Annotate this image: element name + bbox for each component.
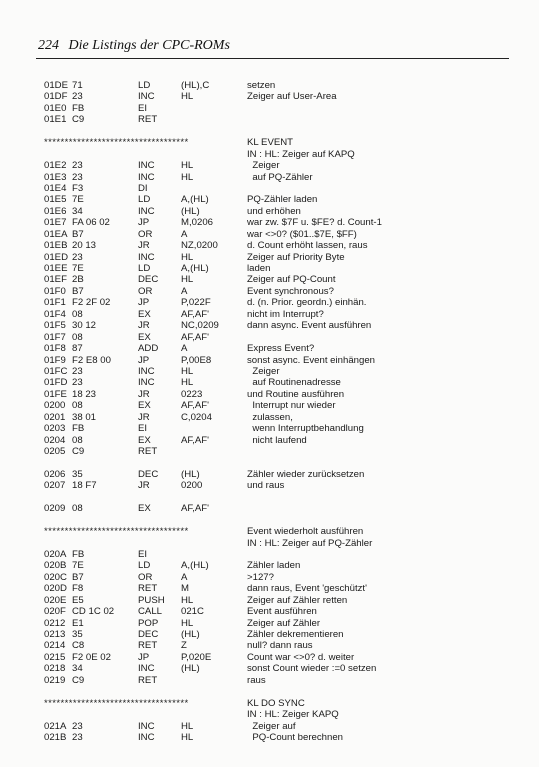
address: 0215 — [44, 651, 66, 663]
address: 0200 — [44, 400, 66, 412]
mnemonic: EI — [138, 548, 148, 560]
comment: dann raus, Event 'geschützt' — [247, 583, 367, 595]
operand: 0200 — [181, 480, 203, 492]
code-line — [44, 217, 514, 228]
operand: HL — [181, 365, 194, 377]
mnemonic: OR — [138, 571, 153, 583]
opcode-bytes: F8 — [72, 583, 84, 595]
operand: HL — [181, 171, 194, 183]
operand: M,0206 — [181, 217, 213, 229]
code-line — [44, 446, 514, 457]
code-line — [44, 194, 514, 205]
code-line — [44, 252, 514, 263]
operand: A — [181, 571, 188, 583]
operand: P,00E8 — [181, 354, 212, 366]
code-line — [44, 572, 514, 583]
mnemonic: JR — [138, 480, 150, 492]
code-line — [44, 606, 514, 617]
code-line — [44, 423, 514, 434]
opcode-bytes: 23 — [72, 160, 83, 172]
mnemonic: RET — [138, 640, 158, 652]
opcode-bytes: FB — [72, 548, 85, 560]
code-line — [44, 366, 514, 377]
address: 0201 — [44, 411, 66, 423]
address: 01E1 — [44, 114, 67, 126]
opcode-bytes: 08 — [72, 503, 83, 515]
code-line — [44, 549, 514, 560]
opcode-bytes: 7E — [72, 263, 84, 274]
comment: Zeiger auf User-Area — [247, 91, 337, 103]
comment: auf Routinenadresse — [247, 377, 341, 389]
comment: d. Count erhöht lassen, raus — [247, 240, 368, 252]
operand: HL — [181, 617, 194, 629]
address: 020F — [44, 606, 66, 618]
address: 01FE — [44, 388, 67, 400]
input-note-text: IN : HL: Zeiger auf KAPQ — [247, 148, 355, 160]
opcode-bytes: E1 — [72, 617, 84, 629]
comment: sonst Count wieder :=0 setzen — [247, 663, 377, 675]
comment: PQ-Zähler laden — [247, 194, 318, 206]
address: 0209 — [44, 503, 66, 515]
opcode-bytes: F2 E8 00 — [72, 354, 111, 366]
comment: raus — [247, 674, 266, 686]
opcode-bytes: C9 — [72, 114, 85, 126]
blank-line — [44, 126, 514, 137]
address: 021B — [44, 731, 67, 743]
comment: Zeiger auf Priority Byte — [247, 251, 345, 263]
address: 01E7 — [44, 217, 67, 229]
operand: (HL) — [181, 468, 200, 480]
mnemonic: RET — [138, 114, 158, 126]
code-line — [44, 652, 514, 663]
mnemonic: PUSH — [138, 594, 165, 606]
mnemonic: DEC — [138, 629, 159, 640]
address: 01E2 — [44, 160, 67, 172]
address: 01E6 — [44, 205, 67, 217]
mnemonic: INC — [138, 171, 155, 183]
address: 01ED — [44, 251, 68, 263]
operand: HL — [181, 160, 194, 172]
page-title: Die Listings der CPC-ROMs — [68, 38, 230, 53]
opcode-bytes: 35 — [72, 468, 83, 480]
mnemonic: INC — [138, 720, 155, 732]
code-line — [44, 663, 514, 674]
code-line — [44, 160, 514, 171]
address: 01EE — [44, 263, 68, 274]
operand: AF,AF' — [181, 434, 209, 446]
address: 01FC — [44, 365, 68, 377]
comment: Zeiger — [247, 365, 280, 377]
mnemonic: POP — [138, 617, 159, 629]
mnemonic: LD — [138, 560, 151, 572]
mnemonic: OR — [138, 285, 153, 297]
operand: (HL) — [181, 205, 200, 217]
comment: Zähler wieder zurücksetzen — [247, 468, 365, 480]
address: 01E0 — [44, 102, 67, 114]
opcode-bytes: 38 01 — [72, 411, 97, 423]
address: 0218 — [44, 663, 66, 675]
mnemonic: DEC — [138, 274, 159, 286]
code-line — [44, 263, 514, 274]
mnemonic: LD — [138, 80, 151, 91]
code-line — [44, 172, 514, 183]
comment: Zähler dekrementieren — [247, 629, 344, 640]
operand: M — [181, 583, 189, 595]
opcode-bytes: 20 13 — [72, 240, 97, 252]
address: 0207 — [44, 480, 66, 492]
mnemonic: JP — [138, 651, 150, 663]
code-line — [44, 183, 514, 194]
mnemonic: INC — [138, 205, 155, 217]
code-line — [44, 732, 514, 743]
operand: HL — [181, 251, 194, 263]
operand: AF,AF' — [181, 331, 209, 343]
mnemonic: RET — [138, 446, 158, 457]
code-line — [44, 240, 514, 251]
opcode-bytes: 35 — [72, 629, 83, 640]
code-line — [44, 274, 514, 285]
section-title: KL DO SYNC — [247, 697, 305, 709]
opcode-bytes: CD 1C 02 — [72, 606, 115, 618]
code-line — [44, 629, 514, 640]
comment: >127? — [247, 571, 274, 583]
opcode-bytes: 18 23 — [72, 388, 97, 400]
opcode-bytes: E5 — [72, 594, 84, 606]
mnemonic: INC — [138, 91, 155, 103]
code-line — [44, 389, 514, 400]
input-note-text: IN : HL: Zeiger auf PQ-Zähler — [247, 537, 373, 549]
operand: HL — [181, 274, 194, 286]
operand: NC,0209 — [181, 320, 219, 332]
opcode-bytes: B7 — [72, 285, 84, 297]
address: 01F9 — [44, 354, 66, 366]
mnemonic: JR — [138, 320, 150, 332]
comment: Zeiger auf Zähler — [247, 617, 321, 629]
comment: Zeiger auf PQ-Count — [247, 274, 336, 286]
code-line — [44, 435, 514, 446]
code-line — [44, 560, 514, 571]
operand: (HL),C — [181, 80, 210, 91]
address: 01EF — [44, 274, 67, 286]
operand: AF,AF' — [181, 400, 209, 412]
mnemonic: DI — [138, 182, 148, 194]
operand: C,0204 — [181, 411, 212, 423]
mnemonic: LD — [138, 194, 151, 206]
comment: null? dann raus — [247, 640, 313, 652]
mnemonic: INC — [138, 251, 155, 263]
code-line — [44, 412, 514, 423]
comment: Event synchronous? — [247, 285, 334, 297]
code-line — [44, 297, 514, 308]
comment: Zeiger — [247, 160, 280, 172]
operand: A,(HL) — [181, 194, 209, 206]
section-title: KL EVENT — [247, 137, 294, 149]
opcode-bytes: 87 — [72, 343, 83, 355]
mnemonic: CALL — [138, 606, 162, 618]
opcode-bytes: 23 — [72, 365, 83, 377]
comment: Zeiger auf — [247, 720, 296, 732]
comment: nicht laufend — [247, 434, 307, 446]
mnemonic: OR — [138, 228, 153, 240]
code-line — [44, 206, 514, 217]
asterisk-separator: *********************************** — [44, 137, 189, 149]
address: 01F5 — [44, 320, 66, 332]
mnemonic: INC — [138, 663, 155, 675]
opcode-bytes: C8 — [72, 640, 85, 652]
code-line — [44, 377, 514, 388]
operand: NZ,0200 — [181, 240, 218, 252]
comment: Zähler laden — [247, 560, 301, 572]
mnemonic: JR — [138, 411, 150, 423]
opcode-bytes: C9 — [72, 674, 85, 686]
code-line — [44, 332, 514, 343]
opcode-bytes: 08 — [72, 308, 83, 320]
address: 0205 — [44, 446, 66, 457]
comment: und erhöhen — [247, 205, 301, 217]
operand: A — [181, 285, 188, 297]
mnemonic: INC — [138, 365, 155, 377]
code-line — [44, 80, 514, 91]
code-line — [44, 400, 514, 411]
address: 01F1 — [44, 297, 66, 309]
page-header — [38, 38, 230, 54]
address: 020E — [44, 594, 67, 606]
opcode-bytes: 34 — [72, 663, 83, 675]
assembly-listing — [44, 80, 514, 743]
comment: zulassen, — [247, 411, 293, 423]
code-line — [44, 503, 514, 514]
comment: Event ausführen — [247, 606, 317, 618]
code-line — [44, 320, 514, 331]
section-title: Event wiederholt ausführen — [247, 526, 364, 538]
operand: (HL) — [181, 629, 200, 640]
comment: war zw. $7F u. $FE? d. Count-1 — [247, 217, 382, 229]
input-note-text: IN : HL: Zeiger KAPQ — [247, 709, 339, 721]
address: 01F7 — [44, 331, 66, 343]
address: 0213 — [44, 629, 66, 640]
address: 021A — [44, 720, 67, 732]
comment: Express Event? — [247, 343, 315, 355]
section-header-line — [44, 526, 514, 537]
mnemonic: INC — [138, 377, 155, 389]
code-line — [44, 480, 514, 491]
comment: Zeiger auf Zähler retten — [247, 594, 348, 606]
opcode-bytes: FA 06 02 — [72, 217, 110, 229]
code-line — [44, 114, 514, 125]
comment: laden — [247, 263, 271, 274]
opcode-bytes: 34 — [72, 205, 83, 217]
blank-line — [44, 457, 514, 468]
comment: auf PQ-Zähler — [247, 171, 313, 183]
opcode-bytes: C9 — [72, 446, 85, 457]
asterisk-separator: *********************************** — [44, 697, 189, 709]
operand: 021C — [181, 606, 204, 618]
address: 01DF — [44, 91, 68, 103]
address: 01F8 — [44, 343, 66, 355]
address: 01E4 — [44, 182, 67, 194]
operand: HL — [181, 594, 194, 606]
code-line — [44, 618, 514, 629]
address: 0219 — [44, 674, 66, 686]
operand: (HL) — [181, 663, 200, 675]
section-input-note — [44, 149, 514, 160]
code-line — [44, 583, 514, 594]
operand: AF,AF' — [181, 503, 209, 515]
opcode-bytes: 08 — [72, 400, 83, 412]
code-line — [44, 675, 514, 686]
comment: nicht im Interrupt? — [247, 308, 324, 320]
address: 020C — [44, 571, 67, 583]
section-input-note — [44, 709, 514, 720]
address: 01E3 — [44, 171, 67, 183]
opcode-bytes: F2 2F 02 — [72, 297, 111, 309]
opcode-bytes: 7E — [72, 194, 84, 206]
asterisk-separator: *********************************** — [44, 526, 189, 538]
opcode-bytes: 08 — [72, 434, 83, 446]
mnemonic: EI — [138, 423, 148, 435]
code-line — [44, 640, 514, 651]
operand: HL — [181, 377, 194, 389]
blank-line — [44, 686, 514, 697]
code-line — [44, 595, 514, 606]
opcode-bytes: F2 0E 02 — [72, 651, 111, 663]
operand: P,020E — [181, 651, 212, 663]
address: 01F4 — [44, 308, 66, 320]
address: 01F0 — [44, 285, 66, 297]
address: 020B — [44, 560, 67, 572]
address: 0206 — [44, 468, 66, 480]
blank-line — [44, 492, 514, 503]
mnemonic: JR — [138, 240, 150, 252]
opcode-bytes: F3 — [72, 182, 84, 194]
address: 01EB — [44, 240, 68, 252]
address: 0203 — [44, 423, 66, 435]
operand: Z — [181, 640, 187, 652]
address: 0212 — [44, 617, 66, 629]
address: 01E5 — [44, 194, 67, 206]
mnemonic: RET — [138, 674, 158, 686]
operand: HL — [181, 731, 194, 743]
opcode-bytes: 7E — [72, 560, 84, 572]
mnemonic: JP — [138, 354, 150, 366]
address: 0204 — [44, 434, 66, 446]
opcode-bytes: 23 — [72, 720, 83, 732]
operand: AF,AF' — [181, 308, 209, 320]
code-line — [44, 229, 514, 240]
operand: A — [181, 343, 188, 355]
mnemonic: LD — [138, 263, 151, 274]
opcode-bytes: 30 12 — [72, 320, 97, 332]
address: 01FD — [44, 377, 68, 389]
blank-line — [44, 515, 514, 526]
operand: A — [181, 228, 188, 240]
comment: und raus — [247, 480, 285, 492]
operand: HL — [181, 720, 194, 732]
address: 0214 — [44, 640, 66, 652]
comment: war <>0? ($01..$7E, $FF) — [247, 228, 357, 240]
header-rule — [36, 58, 509, 59]
opcode-bytes: 2B — [72, 274, 84, 286]
mnemonic: JR — [138, 388, 150, 400]
address: 020D — [44, 583, 67, 595]
section-header-line — [44, 137, 514, 148]
mnemonic: EI — [138, 102, 148, 114]
opcode-bytes: FB — [72, 102, 85, 114]
address: 01EA — [44, 228, 68, 240]
mnemonic: ADD — [138, 343, 159, 355]
code-line — [44, 469, 514, 480]
code-line — [44, 103, 514, 114]
code-line — [44, 286, 514, 297]
code-line — [44, 309, 514, 320]
comment: setzen — [247, 80, 276, 91]
comment: Count war <>0? d. weiter — [247, 651, 355, 663]
code-line — [44, 355, 514, 366]
comment: PQ-Count berechnen — [247, 731, 343, 743]
code-line — [44, 721, 514, 732]
comment: wenn Interruptbehandlung — [247, 423, 364, 435]
address: 01DE — [44, 80, 68, 91]
mnemonic: INC — [138, 160, 155, 172]
mnemonic: JP — [138, 217, 150, 229]
page-number: 224 — [38, 38, 59, 53]
mnemonic: EX — [138, 308, 151, 320]
operand: P,022F — [181, 297, 211, 309]
opcode-bytes: 23 — [72, 377, 83, 389]
mnemonic: DEC — [138, 468, 159, 480]
code-line — [44, 91, 514, 102]
opcode-bytes: 08 — [72, 331, 83, 343]
address: 020A — [44, 548, 67, 560]
operand: 0223 — [181, 388, 203, 400]
mnemonic: EX — [138, 331, 151, 343]
opcode-bytes: B7 — [72, 228, 84, 240]
opcode-bytes: FB — [72, 423, 85, 435]
comment: d. (n. Prior. geordn.) einhän. — [247, 297, 367, 309]
opcode-bytes: 18 F7 — [72, 480, 97, 492]
comment: dann async. Event ausführen — [247, 320, 372, 332]
mnemonic: INC — [138, 731, 155, 743]
opcode-bytes: 71 — [72, 80, 83, 91]
operand: A,(HL) — [181, 263, 209, 274]
section-header-line — [44, 698, 514, 709]
section-input-note — [44, 538, 514, 549]
mnemonic: EX — [138, 503, 151, 515]
comment: Interrupt nur wieder — [247, 400, 336, 412]
mnemonic: EX — [138, 400, 151, 412]
comment: sonst async. Event einhängen — [247, 354, 376, 366]
mnemonic: JP — [138, 297, 150, 309]
mnemonic: RET — [138, 583, 158, 595]
opcode-bytes: 23 — [72, 91, 83, 103]
operand: HL — [181, 91, 194, 103]
comment: und Routine ausführen — [247, 388, 345, 400]
code-line — [44, 343, 514, 354]
opcode-bytes: 23 — [72, 171, 83, 183]
opcode-bytes: 23 — [72, 731, 83, 743]
opcode-bytes: B7 — [72, 571, 84, 583]
opcode-bytes: 23 — [72, 251, 83, 263]
operand: A,(HL) — [181, 560, 209, 572]
mnemonic: EX — [138, 434, 151, 446]
